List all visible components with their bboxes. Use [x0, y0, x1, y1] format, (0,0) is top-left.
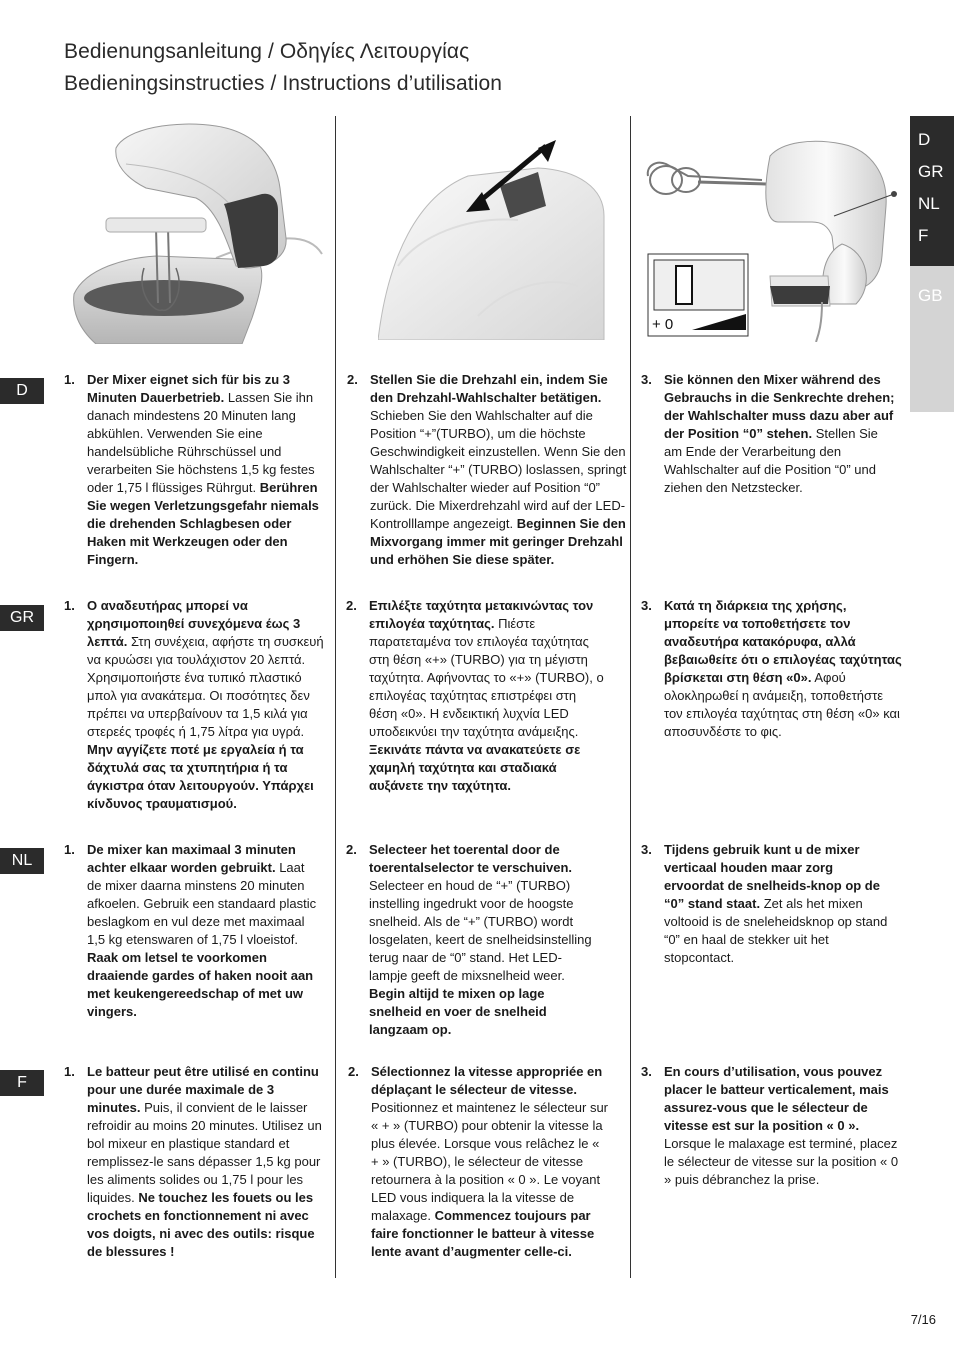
- switch-label: + 0: [652, 316, 674, 333]
- column-divider-2: [630, 116, 631, 1278]
- step-number: 1.: [64, 842, 75, 857]
- step-number: 1.: [64, 598, 75, 613]
- instruction-nl-2: [346, 841, 594, 1061]
- upright-mixer-illustration: [642, 136, 898, 342]
- instruction-d-3: [641, 371, 899, 595]
- instruction-nl-1: [64, 841, 320, 1061]
- page-title-line1: Bedienungsanleitung / Οδηγίες Λειτουργίας: [64, 40, 470, 63]
- step-text: Positionnez et maintenez le sélecteur sur « + » (TURBO) pour obtenir la vitesse la plus élevée. Lorsque vous relâchez le « + » (TURBO), le sélecteur de vitesse retournera à la position « 0 ». Le voyant LED vous indiquera la la vitesse de malaxage.: [371, 1100, 609, 1223]
- step-text: Stellen Sie am Ende der Verarbeitung den Wahlschalter auf die Position “0” und ziehen den Netzstecker.: [664, 426, 878, 495]
- page-title-line2: Bedieningsinstructies / Instructions d’utilisation: [64, 72, 503, 95]
- side-tab-gb-area: [910, 266, 954, 412]
- side-language-tabs: [910, 116, 954, 266]
- step-bold: Le batteur peut être utilisé en continu pour une durée maximale de 3 minutes.: [87, 1064, 319, 1115]
- step-text: Lassen Sie ihn danach mindestens 20 Minuten lang abkühlen. Verwenden Sie eine handelsübliche Rührschüssel und verarbeiten Sie höchstens 1,5 kg festes oder 1,75 l flüssiges Rührgut.: [87, 390, 315, 495]
- step-bold: Tijdens gebruik kunt u de mixer verticaal houden maar zorg ervoordat de snelheids-knop op de “0” stand staat.: [664, 842, 880, 911]
- step-bold: De mixer kan maximaal 3 minuten achter elkaar worden gebruikt.: [87, 842, 296, 875]
- side-tab-nl[interactable]: NL: [918, 194, 940, 213]
- step-number: 3.: [641, 1064, 652, 1079]
- step-bold: Selecteer het toerental door de toerentalselector te verschuiven.: [369, 842, 573, 875]
- instruction-gr-2: [346, 597, 604, 837]
- step-number: 1.: [64, 372, 75, 387]
- step-number: 3.: [641, 598, 652, 613]
- step-bold: En cours d’utilisation, vous pouvez placer le batteur verticalement, mais assurez-vous que le sélecteur de vitesse est sur la position « 0 ».: [664, 1064, 889, 1133]
- step-bold: Sélectionnez la vitesse appropriée en déplaçant le sélecteur de vitesse.: [371, 1064, 603, 1097]
- step-text: Selecteer en houd de “+” (TURBO) instelling ingedrukt voor de hoogste snelheid. Als de “+” (TURBO) wordt losgelaten, keert de snelheidsinstelling terug naar de “0” stand. Het LED-lampje geeft de mixsnelheid weer.: [369, 878, 592, 983]
- step-number: 3.: [641, 842, 652, 857]
- instruction-nl-3: [641, 841, 889, 1061]
- instruction-f-1: [64, 1063, 326, 1283]
- lang-label-nl: NL: [0, 848, 44, 874]
- step-number: 2.: [347, 372, 358, 387]
- step-text: Lorsque le malaxage est terminé, placez le sélecteur de vitesse sur la position « 0 » puis débranchez la prise.: [664, 1136, 899, 1187]
- step-bold: Κατά τη διάρκεια της χρήσης, μπορείτε να τοποθετήσετε τον αναδευτήρα κατακόρυφα, αλλά βεβαιωθείτε ότι ο επιλογέας ταχύτητας βρίσκεται στη θέση «0».: [664, 598, 902, 685]
- side-tab-gr[interactable]: GR: [918, 162, 944, 181]
- step-warning: Beginnen Sie den Mixvorgang immer mit geringer Drehzahl und erhöhen Sie diese später.: [370, 516, 626, 567]
- step-text: Schieben Sie den Wahlschalter auf die Position “+”(TURBO), um die höchste Geschwindigkeit einzustellen. Wenn Sie den Wahlschalter “+” (TURBO) loslassen, springt der Wahlschalter wieder auf Position “0” zurück. Die Mixerdrehzahl wird auf der LED-Kontrolllampe angezeigt.: [370, 408, 627, 531]
- mixer-bowl-illustration: [66, 118, 328, 344]
- step-bold: Ο αναδευτήρας μπορεί να χρησιμοποιηθεί συνεχόμενα έως 3 λεπτά.: [87, 598, 301, 649]
- side-tab-gb[interactable]: GB: [918, 286, 943, 305]
- side-tab-d[interactable]: D: [918, 130, 931, 149]
- instruction-f-2: [348, 1063, 610, 1283]
- step-bold: Stellen Sie die Drehzahl ein, indem Sie den Drehzahl-Wahlschalter betätigen.: [370, 372, 608, 405]
- step-text: Στη συνέχεια, αφήστε τη συσκευή να κρυώσει για τουλάχιστον 20 λεπτά. Χρησιμοποιήστε ένα τυπικό πλαστικό μπολ για ανακάτεμα. Οι ποσότητες δεν πρέπει να υπερβαίνουν τα 1,5 κιλά για στερεές τροφές ή 1,75 λίτρα για υγρά.: [87, 634, 324, 739]
- step-text: Αφού ολοκληρωθεί η ανάμειξη, τοποθετήστε τον επιλογέα ταχύτητας στη θέση «0» και αποσυνδέστε το φις.: [664, 670, 900, 739]
- step-number: 2.: [348, 1064, 359, 1079]
- step-number: 2.: [346, 598, 357, 613]
- instruction-f-3: [641, 1063, 903, 1283]
- step-warning: Berühren Sie wegen Verletzungsgefahr niemals die drehenden Schlagbesen oder Haken mit Werkzeugen oder den Fingern.: [87, 480, 319, 567]
- step-warning: Μην αγγίζετε ποτέ με εργαλεία ή τα δάχτυλά σας τα χτυπητήρια ή τα άγκιστρα όταν λειτουργούν. Υπάρχει κίνδυνος τραυματισμού.: [87, 742, 314, 811]
- step-warning: Raak om letsel te voorkomen draaiende gardes of haken nooit aan met keukengereedschap of met uw vingers.: [87, 950, 314, 1019]
- instruction-d-2: [347, 371, 627, 595]
- step-bold: Der Mixer eignet sich für bis zu 3 Minuten Dauerbetrieb.: [87, 372, 290, 405]
- instruction-gr-3: [641, 597, 903, 837]
- step-text: Zet als het mixen voltooid is de sneleheidsknop op stand “0” en haal de stekker uit het stopcontact.: [664, 896, 888, 965]
- step-text: Πιέστε παρατεταμένα τον επιλογέα ταχύτητας στη θέση «+» (TURBO) για τη μέγιστη ταχύτητα. Αφήνοντας το «+» (TURBO), ο επιλογέας ταχύτητας επιστρέφει στη θέση «0». Η ενδεικτική λυχνία LED υποδεικνύει την ταχύτητα ανάμειξης.: [369, 616, 604, 739]
- page-number: 7/16: [910, 1312, 936, 1327]
- lang-label-gr: GR: [0, 605, 44, 631]
- column-divider-1: [335, 116, 336, 1278]
- step-number: 1.: [64, 1064, 75, 1079]
- step-bold: Sie können den Mixer während des Gebrauchs in die Senkrechte drehen; der Wahlschalter muss dazu aber auf der Position “0” stehen.: [664, 372, 895, 441]
- step-warning: Ne touchez les fouets ou les crochets en fonctionnement ni avec vos doigts, ni avec des outils: risque de blessures !: [87, 1190, 315, 1259]
- step-bold: Επιλέξτε ταχύτητα μετακινώντας τον επιλογέα ταχύτητας.: [369, 598, 594, 631]
- step-warning: Ξεκινάτε πάντα να ανακατεύετε σε χαμηλή ταχύτητα και σταδιακά αυξάνετε την ταχύτητα.: [369, 742, 581, 793]
- step-number: 3.: [641, 372, 652, 387]
- side-tab-f[interactable]: F: [918, 226, 929, 245]
- step-text: Puis, il convient de le laisser refroidir au moins 20 minutes. Utilisez un bol mixeur en plastique standard et remplissez-le sans dépasser 1,5 kg pour les aliments solides ou 1,75 l pour les liquides.: [87, 1100, 322, 1205]
- step-warning: Begin altijd te mixen op lage snelheid en voer de snelheid langzaam op.: [369, 986, 547, 1037]
- lang-label-d: D: [0, 378, 44, 404]
- speed-selector-illustration: [378, 136, 606, 340]
- step-text: Laat de mixer daarna minstens 20 minuten afkoelen. Gebruik een standaard plastic beslagkom en vul deze met maximaal 1,5 kg etenswaren of 1,75 l vloeistof.: [87, 860, 317, 947]
- step-number: 2.: [346, 842, 357, 857]
- instruction-gr-1: [64, 597, 326, 837]
- lang-label-f: F: [0, 1070, 44, 1096]
- step-warning: Commencez toujours par faire fonctionner le batteur à vitesse lente avant d’augmenter celle-ci.: [371, 1208, 595, 1259]
- instruction-d-1: [64, 371, 322, 595]
